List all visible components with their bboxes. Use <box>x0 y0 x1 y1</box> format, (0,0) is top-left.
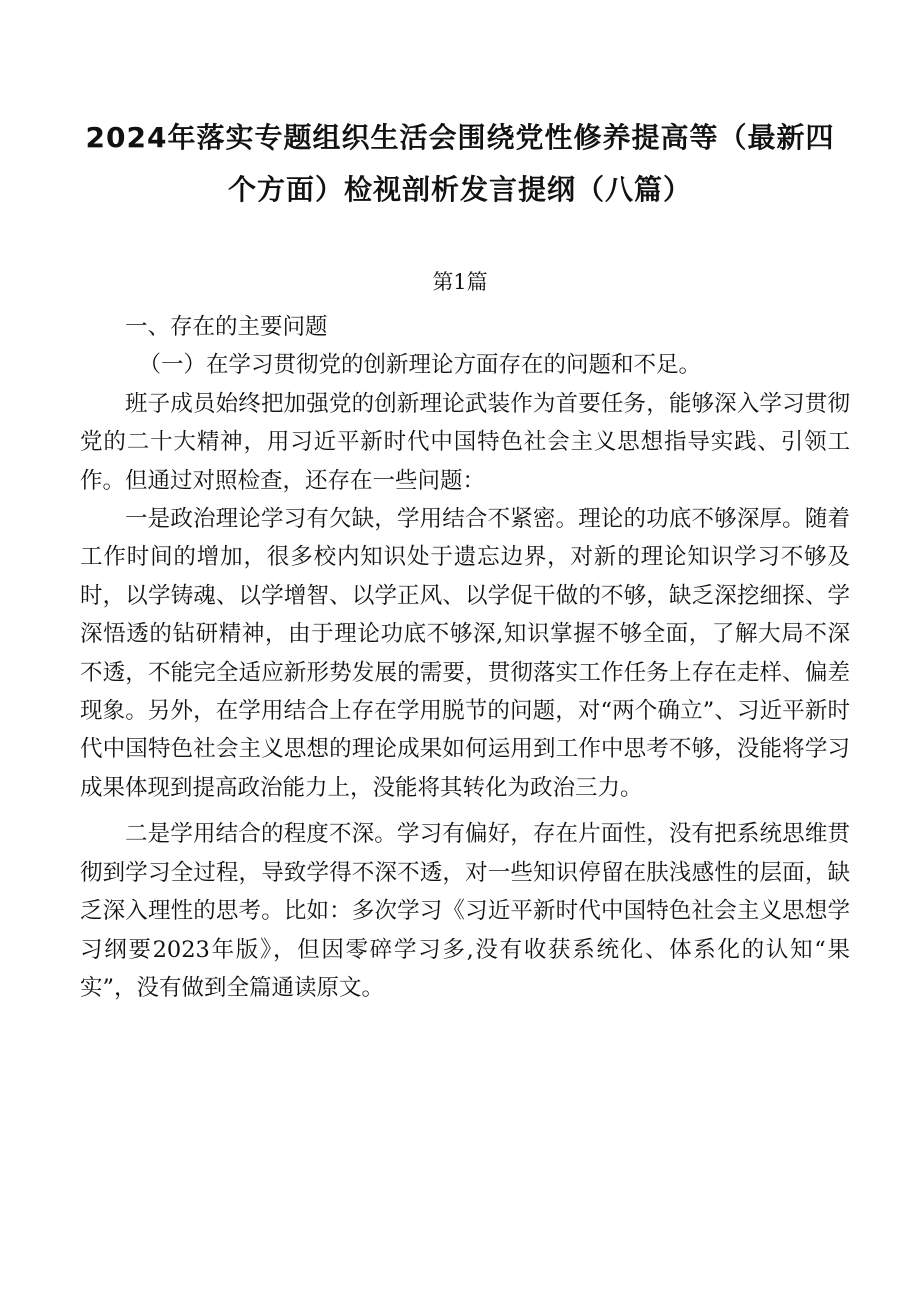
section-heading: 一、存在的主要问题 <box>125 314 328 340</box>
title-line-2: 个方面）检视剖析发言提纲（八篇） <box>227 173 692 206</box>
document-title <box>60 112 860 216</box>
body-paragraph: 二是学用结合的程度不深。学习有偏好，存在片面性，没有把系统思维贯彻到学习全过程，导致学得不深不透，对一些知识停留在肤浅感性的层面，缺乏深入理性的思考。比如：多次学习《习近平新时代中国特色社会主义思想学习纲要2023年版》，但因零碎学习多,没有收获系统化、体系化的认知“果实”，没有做到全篇通读原文。 <box>80 821 850 1001</box>
chapter-heading: 第1篇 <box>432 270 488 294</box>
subsection-heading: （一）在学习贯彻党的创新理论方面存在的问题和不足。 <box>138 352 702 379</box>
document-body <box>80 308 850 1007</box>
body-paragraph: 一是政治理论学习有欠缺，学用结合不紧密。理论的功底不够深厚。随着工作时间的增加，很多校内知识处于遗忘边界，对新的理论知识学习不够及时，以学铸魂、以学增智、以学正风、以学促干做的不够，缺乏深挖细探、学深悟透的钻研精神，由于理论功底不够深,知识掌握不够全面，了解大局不深不透，不能完全适应新形势发展的需要，贯彻落实工作任务上存在走样、偏差现象。另外，在学用结合上存在学用脱节的问题，对“两个确立”、习近平新时代中国特色社会主义思想的理论成果如何运用到工作中思考不够，没能将学习成果体现到提高政治能力上，没能将其转化为政治三力。 <box>80 506 850 801</box>
body-paragraph: 班子成员始终把加强党的创新理论武装作为首要任务，能够深入学习贯彻党的二十大精神，用习近平新时代中国特色社会主义思想指导实践、引领工作。但通过对照检查，还存在一些问题： <box>80 390 850 494</box>
title-line-1: 2024年落实专题组织生活会围绕党性修养提高等（最新四 <box>85 121 835 154</box>
